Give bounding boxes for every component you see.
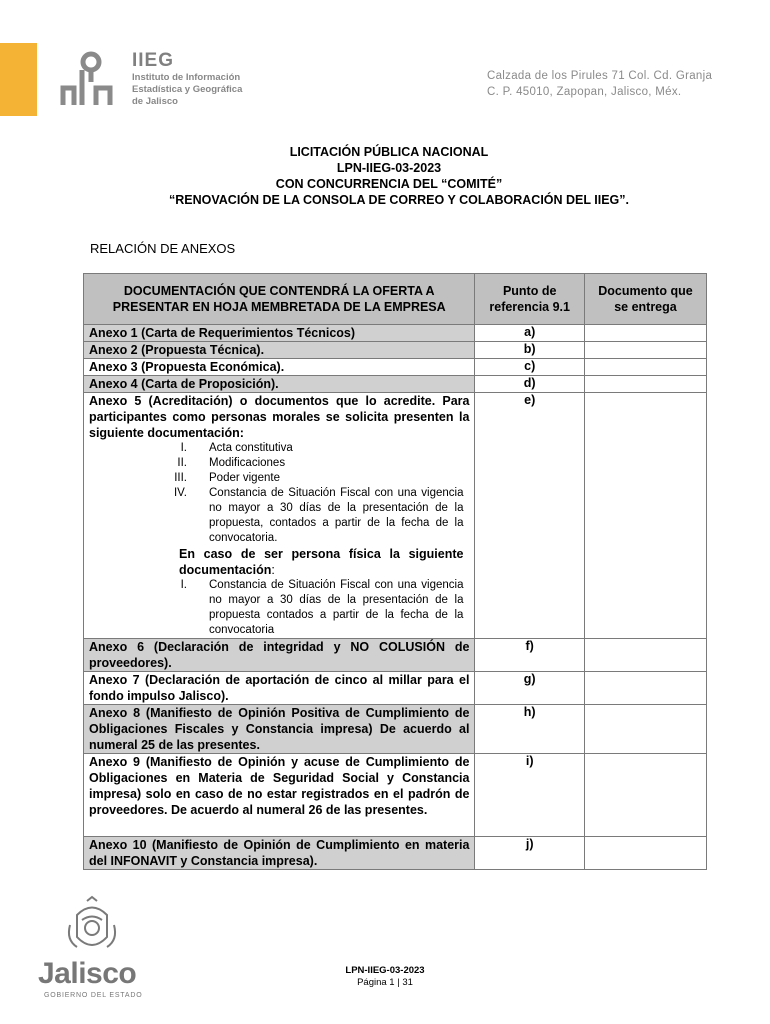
annex-reference: f) [475, 639, 584, 672]
annex-delivered-cell [584, 342, 706, 359]
annex-reference: c) [475, 359, 584, 376]
annex5-morales-list [89, 441, 469, 546]
table-row [84, 393, 707, 639]
table-row [84, 342, 707, 359]
jalisco-coat-of-arms-icon [62, 895, 122, 955]
annex-delivered-cell [584, 837, 706, 870]
list-item [89, 456, 469, 471]
header-accent-bar [0, 43, 37, 116]
list-number: IV. [173, 487, 187, 499]
table-row [84, 837, 707, 870]
table-row [84, 376, 707, 393]
title-line: “RENOVACIÓN DE LA CONSOLA DE CORREO Y COLABORACIÓN DEL IIEG”. [169, 193, 629, 207]
column-header-documentation: DOCUMENTACIÓN QUE CONTENDRÁ LA OFERTA A PRESENTAR EN HOJA MEMBRETADA DE LA EMPRESA [84, 274, 475, 325]
annex-reference: b) [475, 342, 584, 359]
annex-description: Anexo 6 (Declaración de integridad y NO COLUSIÓN de proveedores). [84, 639, 475, 672]
footer-code: LPN-IIEG-03-2023 [345, 965, 425, 976]
annex5-fisica-list [89, 578, 469, 638]
list-number: III. [174, 472, 187, 484]
list-item [89, 578, 469, 638]
logo-subtitle [132, 72, 262, 108]
annex5-fisica-intro [89, 546, 469, 578]
annex-delivered-cell [584, 639, 706, 672]
list-text: Poder vigente [209, 472, 280, 484]
list-number: I. [180, 579, 187, 591]
annex-description: Anexo 3 (Propuesta Económica). [84, 359, 475, 376]
page-footer [0, 965, 770, 989]
annex-description: Anexo 8 (Manifiesto de Opinión Positiva de Cumplimiento de Obligaciones Fiscales y Constancia impresa) De acuerdo al numeral 25 de las presentes. [84, 705, 475, 754]
annex-reference: h) [475, 705, 584, 754]
table-row [84, 754, 707, 837]
annex-delivered-cell [584, 359, 706, 376]
annex-table [83, 273, 707, 870]
annex-description: Anexo 4 (Carta de Proposición). [84, 376, 475, 393]
title-line: LICITACIÓN PÚBLICA NACIONAL [289, 145, 489, 159]
annex-delivered-cell [584, 754, 706, 837]
annex-delivered-cell [584, 325, 706, 342]
annex-description: Anexo 1 (Carta de Requerimientos Técnicos) [84, 325, 475, 342]
logo-subtitle-line: de Jalisco [132, 96, 178, 107]
annex-description: Anexo 10 (Manifiesto de Opinión de Cumplimiento en materia del INFONAVIT y Constancia impresa). [84, 837, 475, 870]
annex-description: Anexo 9 (Manifiesto de Opinión y acuse de Cumplimiento de Obligaciones en Materia de Seguridad Social y Constancia impresa) solo en caso de no estar registrados en el padrón de proveedores. De acuerdo al numeral 26 de las presentes. [84, 754, 475, 837]
logo-subtitle-line: Estadística y Geográfica [132, 84, 243, 95]
list-text: Constancia de Situación Fiscal con una vigencia no mayor a 30 días de la presentación de la propuesta contados a partir de la fecha de la convocatoria [209, 579, 464, 636]
annex-delivered-cell [584, 672, 706, 705]
table-header-row [84, 274, 707, 325]
jalisco-wordmark: Jalisco [38, 957, 137, 990]
annex-delivered-cell [584, 393, 706, 639]
column-header-delivered: Documento que se entrega [584, 274, 706, 325]
list-item [89, 486, 469, 546]
list-text: Modificaciones [209, 457, 286, 469]
annex-reference: j) [475, 837, 584, 870]
fisica-intro-text: En caso de ser persona física la siguiente documentación [179, 547, 464, 577]
annex-delivered-cell [584, 705, 706, 754]
logo-subtitle-line: Instituto de Información [132, 72, 241, 83]
column-header-reference: Punto de referencia 9.1 [475, 274, 584, 325]
title-line: CON CONCURRENCIA DEL “COMITÉ” [275, 177, 503, 191]
iieg-pin-logo-icon [60, 50, 132, 106]
annex-reference: a) [475, 325, 584, 342]
list-number: I. [180, 442, 187, 454]
fisica-intro-colon: : [271, 563, 275, 577]
annex-reference: d) [475, 376, 584, 393]
table-row [84, 672, 707, 705]
table-row [84, 705, 707, 754]
annex-description: Anexo 2 (Propuesta Técnica). [84, 342, 475, 359]
annex5-intro: Anexo 5 (Acreditación) o documentos que lo acredite. Para participantes como personas morales se solicita presenten la siguiente documentación: [89, 394, 470, 440]
annex-description: Anexo 7 (Declaración de aportación de cinco al millar para el fondo impulso Jalisco). [84, 672, 475, 705]
table-row [84, 359, 707, 376]
table-row [84, 639, 707, 672]
list-item [89, 471, 469, 486]
list-item [89, 441, 469, 456]
table-row [84, 325, 707, 342]
annex-delivered-cell [584, 376, 706, 393]
list-number: II. [177, 457, 187, 469]
logo-title: IIEG [132, 50, 175, 71]
institution-address [487, 68, 712, 100]
address-line: Calzada de los Pirules 71 Col. Cd. Granja [487, 70, 713, 82]
section-label: RELACIÓN DE ANEXOS [90, 241, 236, 256]
page-number: Página 1 | 31 [357, 977, 413, 988]
jalisco-subtext: GOBIERNO DEL ESTADO [44, 992, 143, 999]
annex-reference: e) [475, 393, 584, 639]
list-text: Constancia de Situación Fiscal con una vigencia no mayor a 30 días de la presentación de la propuesta, contados a partir de la fecha de la convocatoria. [209, 487, 464, 544]
annex-description [84, 393, 475, 639]
iieg-logo [60, 50, 260, 110]
annex-reference: i) [475, 754, 584, 837]
document-title [0, 144, 770, 208]
annex-reference: g) [475, 672, 584, 705]
address-line: C. P. 45010, Zapopan, Jalisco, Méx. [487, 86, 682, 98]
list-text: Acta constitutiva [209, 442, 293, 454]
title-line: LPN-IIEG-03-2023 [336, 161, 442, 175]
